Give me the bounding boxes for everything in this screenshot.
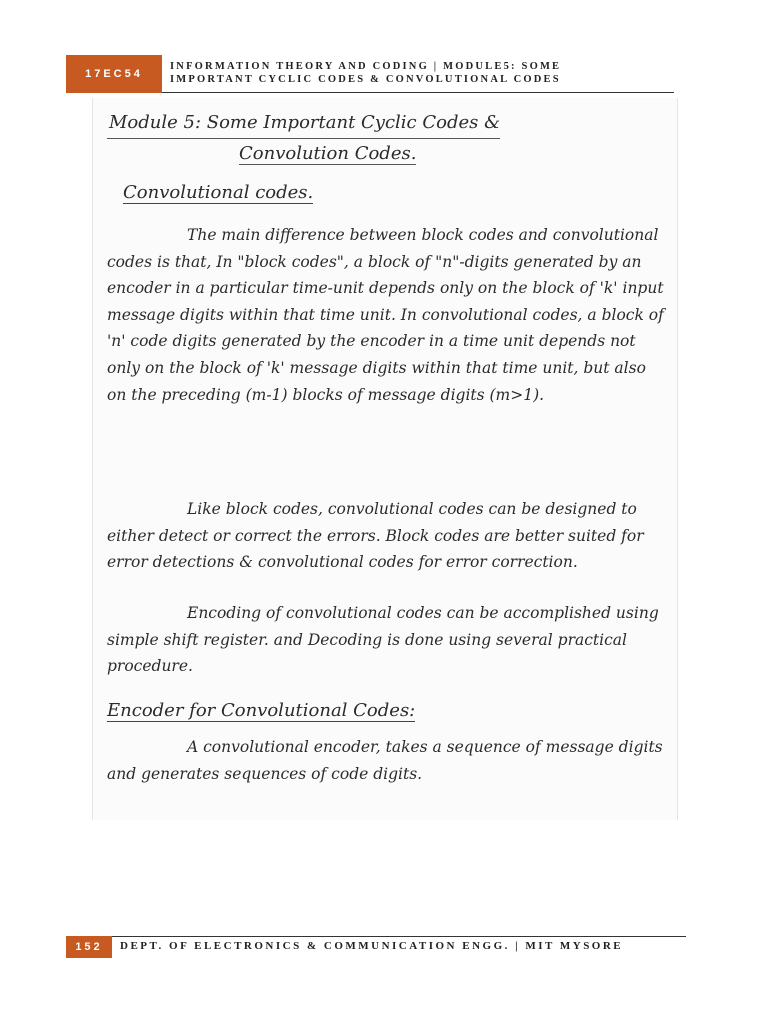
section-heading-encoder: Encoder for Convolutional Codes: [107,700,416,721]
course-code: 17EC54 [85,68,143,80]
notes-title [107,108,667,169]
header-divider [162,92,674,93]
paragraph-block-vs-convolutional: The main difference between block codes and convolutional codes is that, In "block codes", a block of "n"-digits generated by an encoder in a particular time-unit depends only on the block of 'k' input message digits within that time unit. In convolutional codes, a block of 'n' code digits generated by the encoder in a time unit depends not only on the block of 'k' message digits within that time unit, but also on the preceding (m-1) blocks of message digits (m>1). [107,226,664,404]
page-header-title [170,60,670,86]
footer-department: DEPT. OF ELECTRONICS & COMMUNICATION ENGG. | MIT MYSORE [120,940,624,952]
header-title-line-2: IMPORTANT CYCLIC CODES & CONVOLUTIONAL CODES [170,74,561,85]
paragraph-detect-correct: Like block codes, convolutional codes can be designed to either detect or correct the errors. Block codes are better suited for error detections & convolutional codes for error correction. [107,500,644,572]
footer-divider [112,936,686,937]
course-code-badge [66,55,162,93]
page-number-badge [66,936,112,958]
handwritten-notes-scan [92,98,678,820]
header-title-line-1: INFORMATION THEORY AND CODING | MODULE5: SOME [170,61,562,72]
notes-title-line-1: Module 5: Some Important Cyclic Codes & [107,108,500,139]
page-number: 152 [75,941,103,953]
section-heading-convolutional-codes: Convolutional codes. [123,182,314,203]
paragraph-encoding-decoding: Encoding of convolutional codes can be accomplished using simple shift register. and Decoding is done using several practical procedure. [107,604,659,676]
notes-title-line-2: Convolution Codes. [239,143,417,164]
paragraph-encoder-definition: A convolutional encoder, takes a sequence of message digits and generates sequences of code digits. [107,738,663,783]
